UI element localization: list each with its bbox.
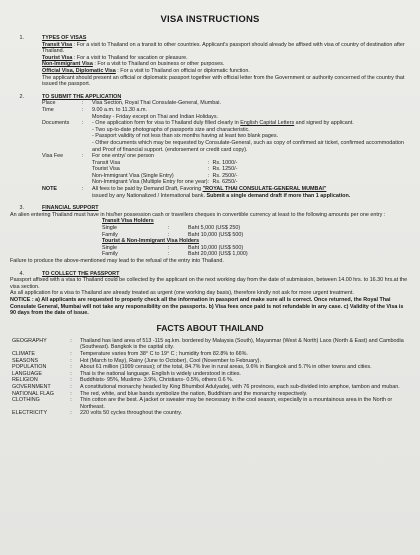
fact-electricity: ELECTRICITY : 220 volts 50 cycles throughout the country. <box>12 410 183 417</box>
financial-row: Family : Baht 10,000 (US$ 500) <box>102 231 244 238</box>
facts-title: FACTS ABOUT THAILAND <box>156 322 264 333</box>
fact-geography: GEOGRAPHY : Thailand has land area of 513 -115 sq.km. bordered by Malaysia (South), Mayanmar (West & North) Laos (North & East) and Cambodia (Southeast). Bangkok is the capital city. <box>12 337 404 351</box>
visa-fee-row: Visa Fee : For one entry/ one person <box>42 153 155 160</box>
section-submit-application <box>10 94 410 200</box>
fact-clothing: CLOTHING : Thin cotton are the best. A jacket or sweater may be necessary in the cool season, especially in a mountainous area in the North or Northeast. <box>12 397 393 410</box>
section-title: TO SUBMIT THE APPLICATION <box>42 93 122 100</box>
non-immigrant-visa-text: Non-Immigrant Visa : For a visit to Thailand on business or other purposes. <box>42 61 225 68</box>
section-number: 2. <box>19 93 24 100</box>
fact-religion: RELIGION : Buddhists- 95%, Muslims- 3.9%, Christians- 0.5%, others 0.6 %. <box>12 377 234 384</box>
transit-visa-text: Transit Visa : For a visit to Thailand on a transit to other countries. Applicant's passport should already be affixed with visa of country of destination after Thailand. <box>42 41 405 55</box>
section-title: FINANCIAL SUPPORT <box>42 205 99 212</box>
section-collect-passport <box>10 271 410 317</box>
section-financial-support <box>10 205 410 264</box>
notice-text: NOTICE : a) All applicants are requested to properly check all the information in passport and make sure all is correct. Once returned, the Royal Thai Consulate General, Mumbai will not take any responsibility on the passports. b) Visa fees once paid is not refundable in any case. c) Validity of the Visa is 90 days from the date of issue. <box>10 296 404 317</box>
financial-table <box>42 218 410 258</box>
facts-list <box>10 338 410 417</box>
time-row: Time : 9.00 a.m. to 11.30 a.m. Monday - Friday except on Thai and Indian Holidays. <box>42 106 219 120</box>
fact-climate: CLIMATE : Temperature varies from 38° C to 19° C ; humidity from 82.8% to 66%. <box>12 350 248 357</box>
financial-row: Single : Baht 5,000 (US$ 250) <box>102 225 241 232</box>
financial-footer: Failure to produce the above-mentioned may lead to the refusal of the entry into Thailand. <box>10 258 224 264</box>
fee-item: Non-Immigrant Visa (Multiple Entry for one year) : Rs. 6250/- <box>92 179 238 186</box>
fee-item: Non-Immigrant Visa (Single Entry) : Rs. 2500/- <box>92 172 238 179</box>
fact-government: GOVERNMENT : A constitutional monarchy headed by King Bhumibol Adulyadej, with 76 provinces, each sub-divided into amphoe, tambon and muban. <box>12 383 400 390</box>
transit-holders-title: Transit Visa Holders <box>102 218 154 225</box>
financial-intro: An alien entering Thailand must have in his/her possession cash or travellers cheques in convertible currency at least to the following amounts per one entry : <box>10 211 386 218</box>
section-types-of-visas <box>10 35 410 88</box>
section-number: 3. <box>19 205 24 212</box>
page-title: VISA INSTRUCTIONS <box>160 14 260 25</box>
documents-row: Documents : - One application form for visa to Thailand duly filled clearly in English Capital Letters and signed by applicant. - Two up-to-date photographs of passports size and characteristic. - Passport validity of not less than six months having at least two blank pages. - Other documents which may be requested by Consulate-General, such as copy of confirmed air ticket, confirmed accommodation and Proof of financial support. (endorsement or credit card copy). <box>42 120 404 153</box>
place-row: Place : Visa Section, Royal Thai Consulate-General, Mumbai. <box>42 100 221 107</box>
fee-item: Tourist Visa : Rs. 1250/- <box>92 166 238 173</box>
fee-list <box>42 160 410 186</box>
collect-paragraph-1: Passport affixed with a visa to Thailand could be collected by the applicant on the next working day from the date of submission, between 14.00 hrs. to 16.30 hrs.at the visa section. <box>10 277 408 290</box>
official-visa-note: The applicant should present an official or diplomatic passport together with official letter from the Government or authority concerned of the country that issued the passport. <box>42 74 405 88</box>
fact-national-flag: NATIONAL FLAG : The red, white, and blue bands symbolize the nation, Buddhism and the monarchy respectively. <box>12 390 308 397</box>
section-title: TO COLLECT THE PASSPORT <box>42 270 120 277</box>
tourist-holders-title: Tourist & Non-Immigrant Visa Holders <box>102 238 200 245</box>
official-visa-text: Official Visa, Diplomatic Visa : For a visit to Thailand on official or diplomatic function. <box>42 67 250 74</box>
fee-note: NOTE : All fees to be paid by Demand Draft, Favoring "ROYAL THAI CONSULATE-GENERAL MUMBAI" issued by any Nationalized / International bank. Submit a single demand draft if more than 1 application. <box>42 186 351 199</box>
financial-row: Family : Baht 20,000 (US$ 1,000) <box>102 251 248 258</box>
financial-row: Single : Baht 10,000 (US$ 500) <box>102 244 244 251</box>
fact-language: LANGUAGE : Thai is the national language. English is widely understood in cities. <box>12 370 241 377</box>
section-number: 4. <box>19 270 24 277</box>
tourist-visa-text: Tourist Visa : For a visit to Thailand for vacation or pleasure. <box>42 54 188 61</box>
fee-item: Transit Visa : Rs. 1000/- <box>92 159 238 166</box>
fact-population: POPULATION : About 61 million (1999 census); of the total, 84.7% live in rural areas, 9.6% in Bangkok and 5.7% in other towns and cities. <box>12 364 372 371</box>
section-title: TYPES OF VISAS <box>42 35 87 41</box>
section-number: 1. <box>19 35 24 41</box>
fact-seasons: SEASONS : Hot (March to May), Rainy (June to October), Cool (November to February). <box>12 357 261 364</box>
collect-paragraph-2: As all application for a visa to Thailand are already treated as urgent (one working day basis), therefore kindly not ask for more urgent treatment. <box>10 290 354 297</box>
